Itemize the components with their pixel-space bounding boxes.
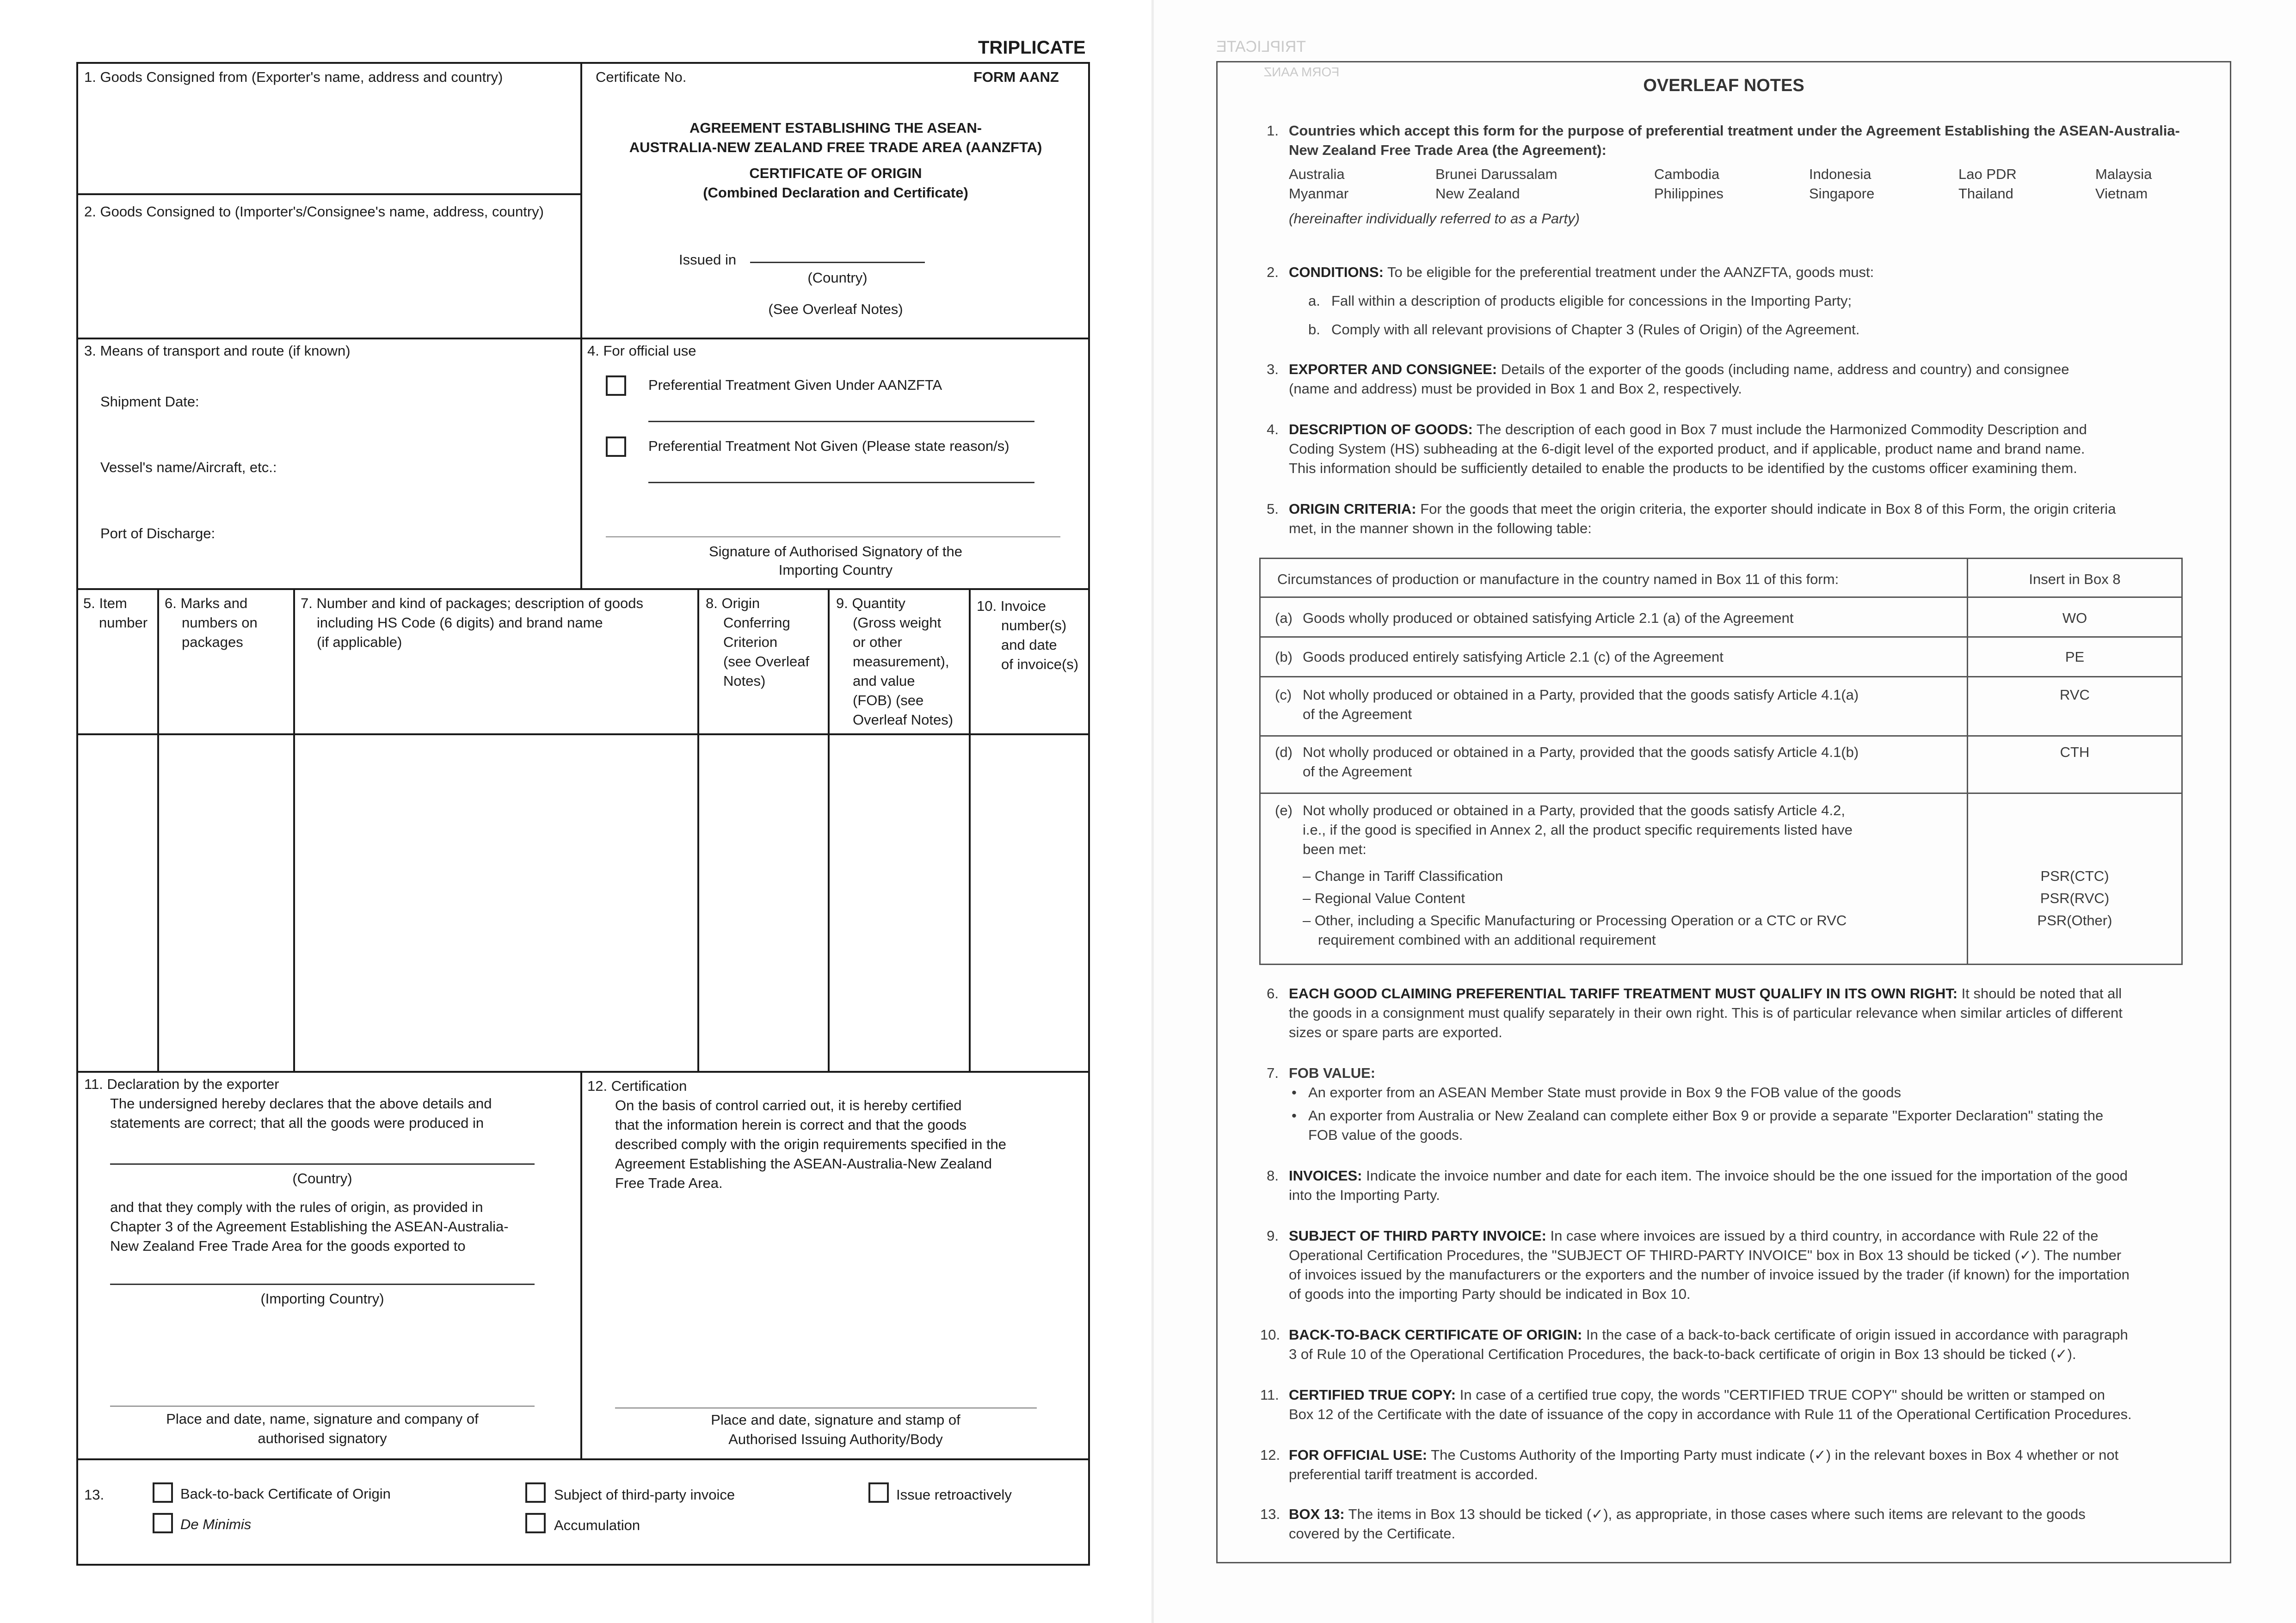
box11-text-line3: and that they comply with the rules of origin, as provided in <box>110 1199 483 1215</box>
exporter-details-field[interactable] <box>81 88 576 191</box>
row-d-line1: Not wholly produced or obtained in a Party, provided that the goods satisfy Article 4.1(b) <box>1303 744 1859 760</box>
box12-label: 12. Certification <box>587 1078 687 1094</box>
note10-line1: BACK-TO-BACK CERTIFICATE OF ORIGIN: In the case of a back-to-back certificate of origin issued in accordance with paragraph <box>1289 1327 2128 1343</box>
port-of-discharge-label: Port of Discharge: <box>100 525 215 541</box>
row-c-line1: Not wholly produced or obtained in a Party, provided that the goods satisfy Article 4.1(a) <box>1303 687 1859 703</box>
shipment-date-field[interactable] <box>222 389 573 412</box>
note2-b-text: Comply with all relevant provisions of Chapter 3 (Rules of Origin) of the Agreement. <box>1331 321 1860 338</box>
note2-b-letter: b. <box>1308 321 1320 338</box>
note6-line1: EACH GOOD CLAIMING PREFERENTIAL TARIFF TREATMENT MUST QUALIFY IN ITS OWN RIGHT: It should be noted that all <box>1289 985 2122 1002</box>
importing-country-field[interactable] <box>110 1284 535 1285</box>
note1-line2: New Zealand Free Trade Area (the Agreement): <box>1289 142 1607 158</box>
shipment-date-label: Shipment Date: <box>100 393 199 410</box>
table-header-insert: Insert in Box 8 <box>2029 571 2121 587</box>
form-name: FORM AANZ <box>973 69 1059 85</box>
note7-bullet2-icon: • <box>1292 1107 1297 1124</box>
row-b-text: Goods produced entirely satisfying Article 2.1 (c) of the Agreement <box>1303 649 1724 665</box>
note11-line1: CERTIFIED TRUE COPY: In case of a certified true copy, the words "CERTIFIED TRUE COPY" should be written or stamped on <box>1289 1387 2105 1403</box>
note12-line1: FOR OFFICIAL USE: The Customs Authority of the Importing Party must indicate (✓) in the relevant boxes in Box 4 whether or not <box>1289 1447 2119 1463</box>
row-e-line2: i.e., if the good is specified in Annex 2, all the product specific requirements listed have <box>1303 822 1853 838</box>
note1-number: 1. <box>1267 123 1279 139</box>
note12-line2: preferential tariff treatment is accorded. <box>1289 1466 1538 1482</box>
note3-line1: EXPORTER AND CONSIGNEE: Details of the exporter of the goods (including name, address and country) and consignee <box>1289 361 2069 377</box>
signatory-caption-line2: Importing Country <box>778 562 893 578</box>
note9-line4: of goods into the importing Party should be indicated in Box 10. <box>1289 1286 1691 1302</box>
quantity-value-cell[interactable] <box>830 736 968 1070</box>
back-to-back-checkbox[interactable] <box>153 1482 173 1503</box>
box12-text-line5: Free Trade Area. <box>615 1175 723 1191</box>
box12-text-line1: On the basis of control carried out, it is hereby certified <box>615 1097 962 1113</box>
note13-number: 13. <box>1260 1506 1280 1522</box>
issued-in-label: Issued in <box>679 252 737 268</box>
box2-label: 2. Goods Consigned to (Importer's/Consignee's name, address, country) <box>84 203 544 220</box>
showthrough-triplicate: TRIPLICATE <box>1216 38 1306 55</box>
pref-given-checkbox[interactable] <box>606 375 626 396</box>
note11-line2: Box 12 of the Certificate with the date of issuance of the copy in accordance with Rule 11 of the Operational Certification Procedures. <box>1289 1406 2132 1422</box>
accumulation-checkbox[interactable] <box>525 1513 546 1533</box>
goods-description-cell[interactable] <box>295 736 696 1070</box>
row-e-code-ctc: PSR(CTC) <box>2040 868 2109 884</box>
certificate-form-page: TRIPLICATE 1. Goods Consigned from (Exporter's name, address and country) 2. Goods Consigned to (Importer's/Consignee's name, address, country) Certificate No. FORM AANZ AGREEMENT ESTABLISHING THE ASEAN- AUSTRALIA-NEW ZEALAND FREE TRADE AREA (AANZFTA) CERTIFICATE OF ORIGIN (Combined Declaration and Certificate) Issued in (Country) (See Overleaf Notes) 3. Means of transport and route (if known) Shipment Date: Vessel's name/Aircraft, etc.: Port of Discharge: 4. For official use Preferential Treatment Given Under AANZFTA Preferential Treatment Not Given (Please state reason/s) Signature of Authorised Signatory of the Importing Country 5. Item number 6. Marks and numbers on packages 7. Number and kind of packages; description of goods including HS Code (6 digits) and brand name (if applicable) 8. Origin Conferring Criterion (see Overleaf Notes) 9. Quantity (Gross weight or other measurement), and value (FOB) (see Overleaf Notes) 10. Invoice number(s) and date of invoice(s) 11. Declaration by the exporter The undersigned hereby declares that the above details and statements are correct; that all the goods were produced in (Country) and that they comply with the rules of origin, as provided in Chapter 3 of the Agreement Establishing the ASEAN-Australia- New Zealand Free Trade Area for the goods exported to (Importing Country) Place and date, name, signature and company of authorised signatory 12. Certification On the basis of control carried out, it is hereby certified that the information herein is correct and that the goods described comply with the origin requirements specified in the Agreement Establishing the ASEAN-Australia-New Zealand Free Trade Area. Place and date, signature and stamp of Authorised Issuing Authority/Body 13. Back-to-back Certificate of Origin De Minimis Subject of third-party invoice Accumulation Issue retroactively <box>0 0 1151 1623</box>
row-e-dash3: – Other, including a Specific Manufacturing or Processing Operation or a CTC or RVC <box>1303 912 1847 928</box>
row-e-code-rvc: PSR(RVC) <box>2040 890 2110 906</box>
box3-label: 3. Means of transport and route (if known) <box>84 343 351 359</box>
row-d-code: CTH <box>2060 744 2090 760</box>
note11-number: 11. <box>1260 1387 1279 1403</box>
row-e-code-other: PSR(Other) <box>2037 912 2112 928</box>
invoice-cell[interactable] <box>971 736 1087 1070</box>
reason-field[interactable] <box>648 482 1034 483</box>
vessel-label: Vessel's name/Aircraft, etc.: <box>100 459 277 475</box>
overleaf-notes-page: TRIPLICATE FORM AANZ OVERLEAF NOTES 1. Countries which accept this form for the purpose of preferential treatment under the Agreement Establishing the ASEAN-Australia- New Zealand Free Trade Area (the Agreement): Australia Brunei Darussalam Cambodia Indonesia Lao PDR Malaysia Myanmar New Zealand Philippines Singapore Thailand Vietnam (hereinafter individually referred to as a Party) 2. CONDITIONS: To be eligible for the preferential treatment under the AANZFTA, goods must: a. Fall within a description of products eligible for concessions in the Importing Party; b. Comply with all relevant provisions of Chapter 3 (Rules of Origin) of the Agreement. 3. EXPORTER AND CONSIGNEE: Details of the exporter of the goods (including name, address and country) and consignee (name and address) must be provided in Box 1 and Box 2, respectively. 4. DESCRIPTION OF GOODS: The description of each good in Box 7 must include the Harmonized Commodity Description and Coding System (HS) subheading at the 6-digit level of the exported product, and if applicable, product name and brand name. This information should be sufficiently detailed to enable the products to be identified by the customs officer examining them. 5. ORIGIN CRITERIA: For the goods that meet the origin criteria, the exporter should indicate in Box 8 of this Form, the origin criteria met, in the manner shown in the following table: Circumstances of production or manufacture in the country named in Box 11 of this form: Insert in Box 8 (a) Goods wholly produced or obtained satisfying Article 2.1 (a) of the Agreement WO (b) Goods produced entirely satisfying Article 2.1 (c) of the Agreement PE (c) Not wholly produced or obtained in a Party, provided that the goods satisfy Article 4.1(a) of the Agreement RVC (d) Not wholly produced or obtained in a Party, provided that the goods satisfy Article 4.1(b) of the Agreement CTH (e) Not wholly produced or obtained in a Party, provided that the goods satisfy Article 4.2, i.e., if the good is specified in Annex 2, all the product specific requirements listed have been met: – Change in Tariff Classification – Regional Value Content – Other, including a Specific Manufacturing or Processing Operation or a CTC or RVC requirement combined with an additional requirement PSR(CTC) PSR(RVC) PSR(Other) 6. EACH GOOD CLAIMING PREFERENTIAL TARIFF TREATMENT MUST QUALIFY IN ITS OWN RIGHT: It should be noted that all the goods in a consignment must qualify separately in their own right. This is of particular relevance when similar articles of different sizes or spare parts are exported. 7. FOB VALUE: • An exporter from an ASEAN Member State must provide in Box 9 the FOB value of the goods • An exporter from Australia or New Zealand can complete either Box 9 or provide a separate "Exporter Declaration" stating the FOB value of the goods. 8. INVOICES: Indicate the invoice number and date for each item. The invoice should be the one issued for the importation of the good into the Importing Party. 9. SUBJECT OF THIRD PARTY INVOICE: In case where invoices are issued by a third country, in accordance with Rule 22 of the Operational Certification Procedures, the "SUBJECT OF THIRD-PARTY INVOICE" box in Box 13 should be ticked (✓). The number of invoices issued by the manufacturers or the exporters and the number of invoice issued by the trader (if known) for the importation of goods into the importing Party should be indicated in Box 10. 10. BACK-TO-BACK CERTIFICATE OF ORIGIN: In the case of a back-to-back certificate of origin issued in accordance with paragraph 3 of Rule 10 of the Operational Certification Procedures, the back-to-back certificate of origin in Box 13 should be ticked (✓). 11. CERTIFIED TRUE COPY: In case of a certified true copy, the words "CERTIFIED TRUE COPY" should be written or stamped on Box 12 of the Certificate with the date of issuance of the copy in accordance with Rule 11 of the Operational Certification Procedures. 12. FOR OFFICIAL USE: The Customs Authority of the Importing Party must indicate (✓) in the relevant boxes in Box 4 whether or not preferential tariff treatment is accorded. 13. BOX 13: The items in Box 13 should be ticked (✓), as appropriate, in those cases where such items are relevant to the goods covered by the Certificate. <box>1154 0 2296 1623</box>
box12-sign-caption-line1: Place and date, signature and stamp of <box>711 1412 960 1428</box>
note13-line2: covered by the Certificate. <box>1289 1525 1456 1542</box>
copy-label: TRIPLICATE <box>978 37 1086 58</box>
agreement-title-line1: AGREEMENT ESTABLISHING THE ASEAN- <box>689 120 982 136</box>
note4-number: 4. <box>1267 421 1279 437</box>
agreement-title-line2: AUSTRALIA-NEW ZEALAND FREE TRADE AREA (AANZFTA) <box>629 139 1042 155</box>
note3-line2: (name and address) must be provided in Box 1 and Box 2, respectively. <box>1289 381 1742 397</box>
row-e-dash2: – Regional Value Content <box>1303 890 1465 906</box>
note1-party: (hereinafter individually referred to as a Party) <box>1289 210 1580 227</box>
box11-text-line1: The undersigned hereby declares that the above details and <box>110 1095 492 1112</box>
row-e-letter: (e) <box>1275 802 1293 818</box>
row-a-letter: (a) <box>1275 610 1293 626</box>
note4-line1: DESCRIPTION OF GOODS: The description of each good in Box 7 must include the Harmonized Commodity Description and <box>1289 421 2087 437</box>
row-c-line2: of the Agreement <box>1303 706 1412 722</box>
note4-line2: Coding System (HS) subheading at the 6-digit level of the exported product, and if applicable, product name and brand name. <box>1289 441 2085 457</box>
box11-text-line4: Chapter 3 of the Agreement Establishing the ASEAN-Australia- <box>110 1218 509 1235</box>
note7-bullet1: An exporter from an ASEAN Member State must provide in Box 9 the FOB value of the goods <box>1308 1084 1901 1100</box>
row-c-letter: (c) <box>1275 687 1292 703</box>
certificate-no-label: Certificate No. <box>596 69 687 85</box>
row-a-text: Goods wholly produced or obtained satisfying Article 2.1 (a) of the Agreement <box>1303 610 1794 626</box>
de-minimis-checkbox[interactable] <box>153 1513 173 1533</box>
box11-text-line2: statements are correct; that all the goods were produced in <box>110 1115 484 1131</box>
accumulation-label: Accumulation <box>554 1517 640 1533</box>
row-b-letter: (b) <box>1275 649 1293 665</box>
showthrough-form-name: FORM AANZ <box>1264 65 1340 79</box>
box12-text-line2: that the information herein is correct and that the goods <box>615 1117 966 1133</box>
note7-bullet2-line2: FOB value of the goods. <box>1308 1127 1463 1143</box>
certificate-no-field[interactable] <box>721 65 962 88</box>
note7-heading: FOB VALUE: <box>1289 1065 1376 1081</box>
box13-label: 13. <box>84 1487 105 1503</box>
pref-given-line <box>648 421 1034 422</box>
note6-line3: sizes or spare parts are exported. <box>1289 1024 1502 1040</box>
box11-sign-caption-line2: authorised signatory <box>258 1430 387 1446</box>
row-d-letter: (d) <box>1275 744 1293 760</box>
row-e-dash1: – Change in Tariff Classification <box>1303 868 1503 884</box>
origin-criterion-cell[interactable] <box>700 736 827 1070</box>
issue-retroactively-checkbox[interactable] <box>868 1482 889 1503</box>
note7-number: 7. <box>1267 1065 1279 1081</box>
box1-label: 1. Goods Consigned from (Exporter's name, address and country) <box>84 69 503 85</box>
third-party-invoice-checkbox[interactable] <box>525 1482 546 1503</box>
row-e-dash3-cont: requirement combined with an additional requirement <box>1318 932 1656 948</box>
note1-line1: Countries which accept this form for the purpose of preferential treatment under the Agreement Establishing the ASEAN-Australia- <box>1289 123 2180 139</box>
row-e-line1: Not wholly produced or obtained in a Party, provided that the goods satisfy Article 4.2, <box>1303 802 1845 818</box>
exporter-signature-field[interactable] <box>110 1406 535 1407</box>
pref-given-label: Preferential Treatment Given Under AANZFTA <box>648 377 942 393</box>
port-of-discharge-field[interactable] <box>240 521 573 544</box>
box11-importing-caption: (Importing Country) <box>260 1291 384 1307</box>
see-overleaf-notes: (See Overleaf Notes) <box>768 301 903 317</box>
pref-not-given-checkbox[interactable] <box>606 436 626 457</box>
row-b-code: PE <box>2065 649 2085 665</box>
note7-bullet2-line1: An exporter from Australia or New Zealand can complete either Box 9 or provide a separate "Exporter Declaration" stating the <box>1308 1107 2104 1124</box>
note4-line3: This information should be sufficiently detailed to enable the products to be identified by the customs officer examining them. <box>1289 460 2077 476</box>
signatory-caption-line1: Signature of Authorised Signatory of the <box>708 543 963 559</box>
box11-text-line5: New Zealand Free Trade Area for the goods exported to <box>110 1238 466 1254</box>
marks-numbers-cell[interactable] <box>160 736 292 1070</box>
note3-number: 3. <box>1267 361 1279 377</box>
note8-line1: INVOICES: Indicate the invoice number and date for each item. The invoice should be the one issued for the importation of the good <box>1289 1168 2128 1184</box>
note9-line1: SUBJECT OF THIRD PARTY INVOICE: In case where invoices are issued by a third country, in accordance with Rule 22 of the <box>1289 1228 2099 1244</box>
note13-line1: BOX 13: The items in Box 13 should be ticked (✓), as appropriate, in those cases where such items are relevant to the goods <box>1289 1506 2086 1522</box>
note6-line2: the goods in a consignment must qualify separately in their own right. This is of particular relevance when similar articles of different <box>1289 1005 2123 1021</box>
official-signature-field[interactable] <box>606 536 1060 537</box>
note9-number: 9. <box>1267 1228 1279 1244</box>
box11-sign-caption-line1: Place and date, name, signature and company of <box>166 1411 479 1427</box>
third-party-invoice-label: Subject of third-party invoice <box>554 1487 735 1503</box>
item-number-cell[interactable] <box>79 736 156 1070</box>
note2-number: 2. <box>1267 264 1279 280</box>
note9-line3: of invoices issued by the manufacturers or the exporters and the number of invoice issued by the trader (if known) for the importation <box>1289 1266 2130 1283</box>
box12-sign-caption-line2: Authorised Issuing Authority/Body <box>728 1431 943 1447</box>
box12-text-line4: Agreement Establishing the ASEAN-Australia-New Zealand <box>615 1156 992 1172</box>
box12-text-line3: described comply with the origin requirements specified in the <box>615 1136 1007 1152</box>
table-header-circumstances: Circumstances of production or manufacture in the country named in Box 11 of this form: <box>1277 571 1839 587</box>
row-d-line2: of the Agreement <box>1303 763 1412 780</box>
note10-line2: 3 of Rule 10 of the Operational Certification Procedures, the back-to-back certificate of origin in Box 13 should be ticked (✓). <box>1289 1346 2076 1362</box>
notes-title: OVERLEAF NOTES <box>1643 76 1804 95</box>
pref-not-given-label: Preferential Treatment Not Given (Please state reason/s) <box>648 438 1010 454</box>
vessel-field[interactable] <box>296 455 573 478</box>
note5-line2: met, in the manner shown in the following table: <box>1289 520 1592 536</box>
note5-number: 5. <box>1267 501 1279 517</box>
certificate-title: CERTIFICATE OF ORIGIN <box>749 165 922 181</box>
issue-retroactively-label: Issue retroactively <box>896 1487 1012 1503</box>
row-a-code: WO <box>2062 610 2087 626</box>
consignee-details-field[interactable] <box>81 223 576 334</box>
row-e-line3: been met: <box>1303 841 1367 857</box>
back-to-back-label: Back-to-back Certificate of Origin <box>180 1486 391 1502</box>
box4-label: 4. For official use <box>587 343 696 359</box>
note8-line2: into the Importing Party. <box>1289 1187 1440 1203</box>
certificate-subtitle: (Combined Declaration and Certificate) <box>703 184 968 201</box>
issued-in-country-caption: (Country) <box>807 270 868 286</box>
note5-line1: ORIGIN CRITERIA: For the goods that meet the origin criteria, the exporter should indicate in Box 8 of this Form, the origin criteria <box>1289 501 2116 517</box>
note10-number: 10. <box>1260 1327 1280 1343</box>
de-minimis-label: De Minimis <box>180 1516 252 1532</box>
box11-country-caption: (Country) <box>292 1170 352 1187</box>
row-c-code: RVC <box>2060 687 2090 703</box>
note2-text: CONDITIONS: To be eligible for the preferential treatment under the AANZFTA, goods must: <box>1289 264 1874 280</box>
note8-number: 8. <box>1267 1168 1279 1184</box>
issued-in-field[interactable] <box>750 262 925 263</box>
box11-label: 11. Declaration by the exporter <box>84 1076 279 1092</box>
note2-a-text: Fall within a description of products eligible for concessions in the Importing Party; <box>1331 293 1852 309</box>
note2-a-letter: a. <box>1308 293 1320 309</box>
note7-bullet1-icon: • <box>1292 1084 1297 1100</box>
note12-number: 12. <box>1260 1447 1280 1463</box>
note9-line2: Operational Certification Procedures, the "SUBJECT OF THIRD-PARTY INVOICE" box in Box 13 should be ticked (✓). The number <box>1289 1247 2122 1263</box>
producing-country-field[interactable] <box>110 1163 535 1165</box>
note6-number: 6. <box>1267 985 1279 1002</box>
